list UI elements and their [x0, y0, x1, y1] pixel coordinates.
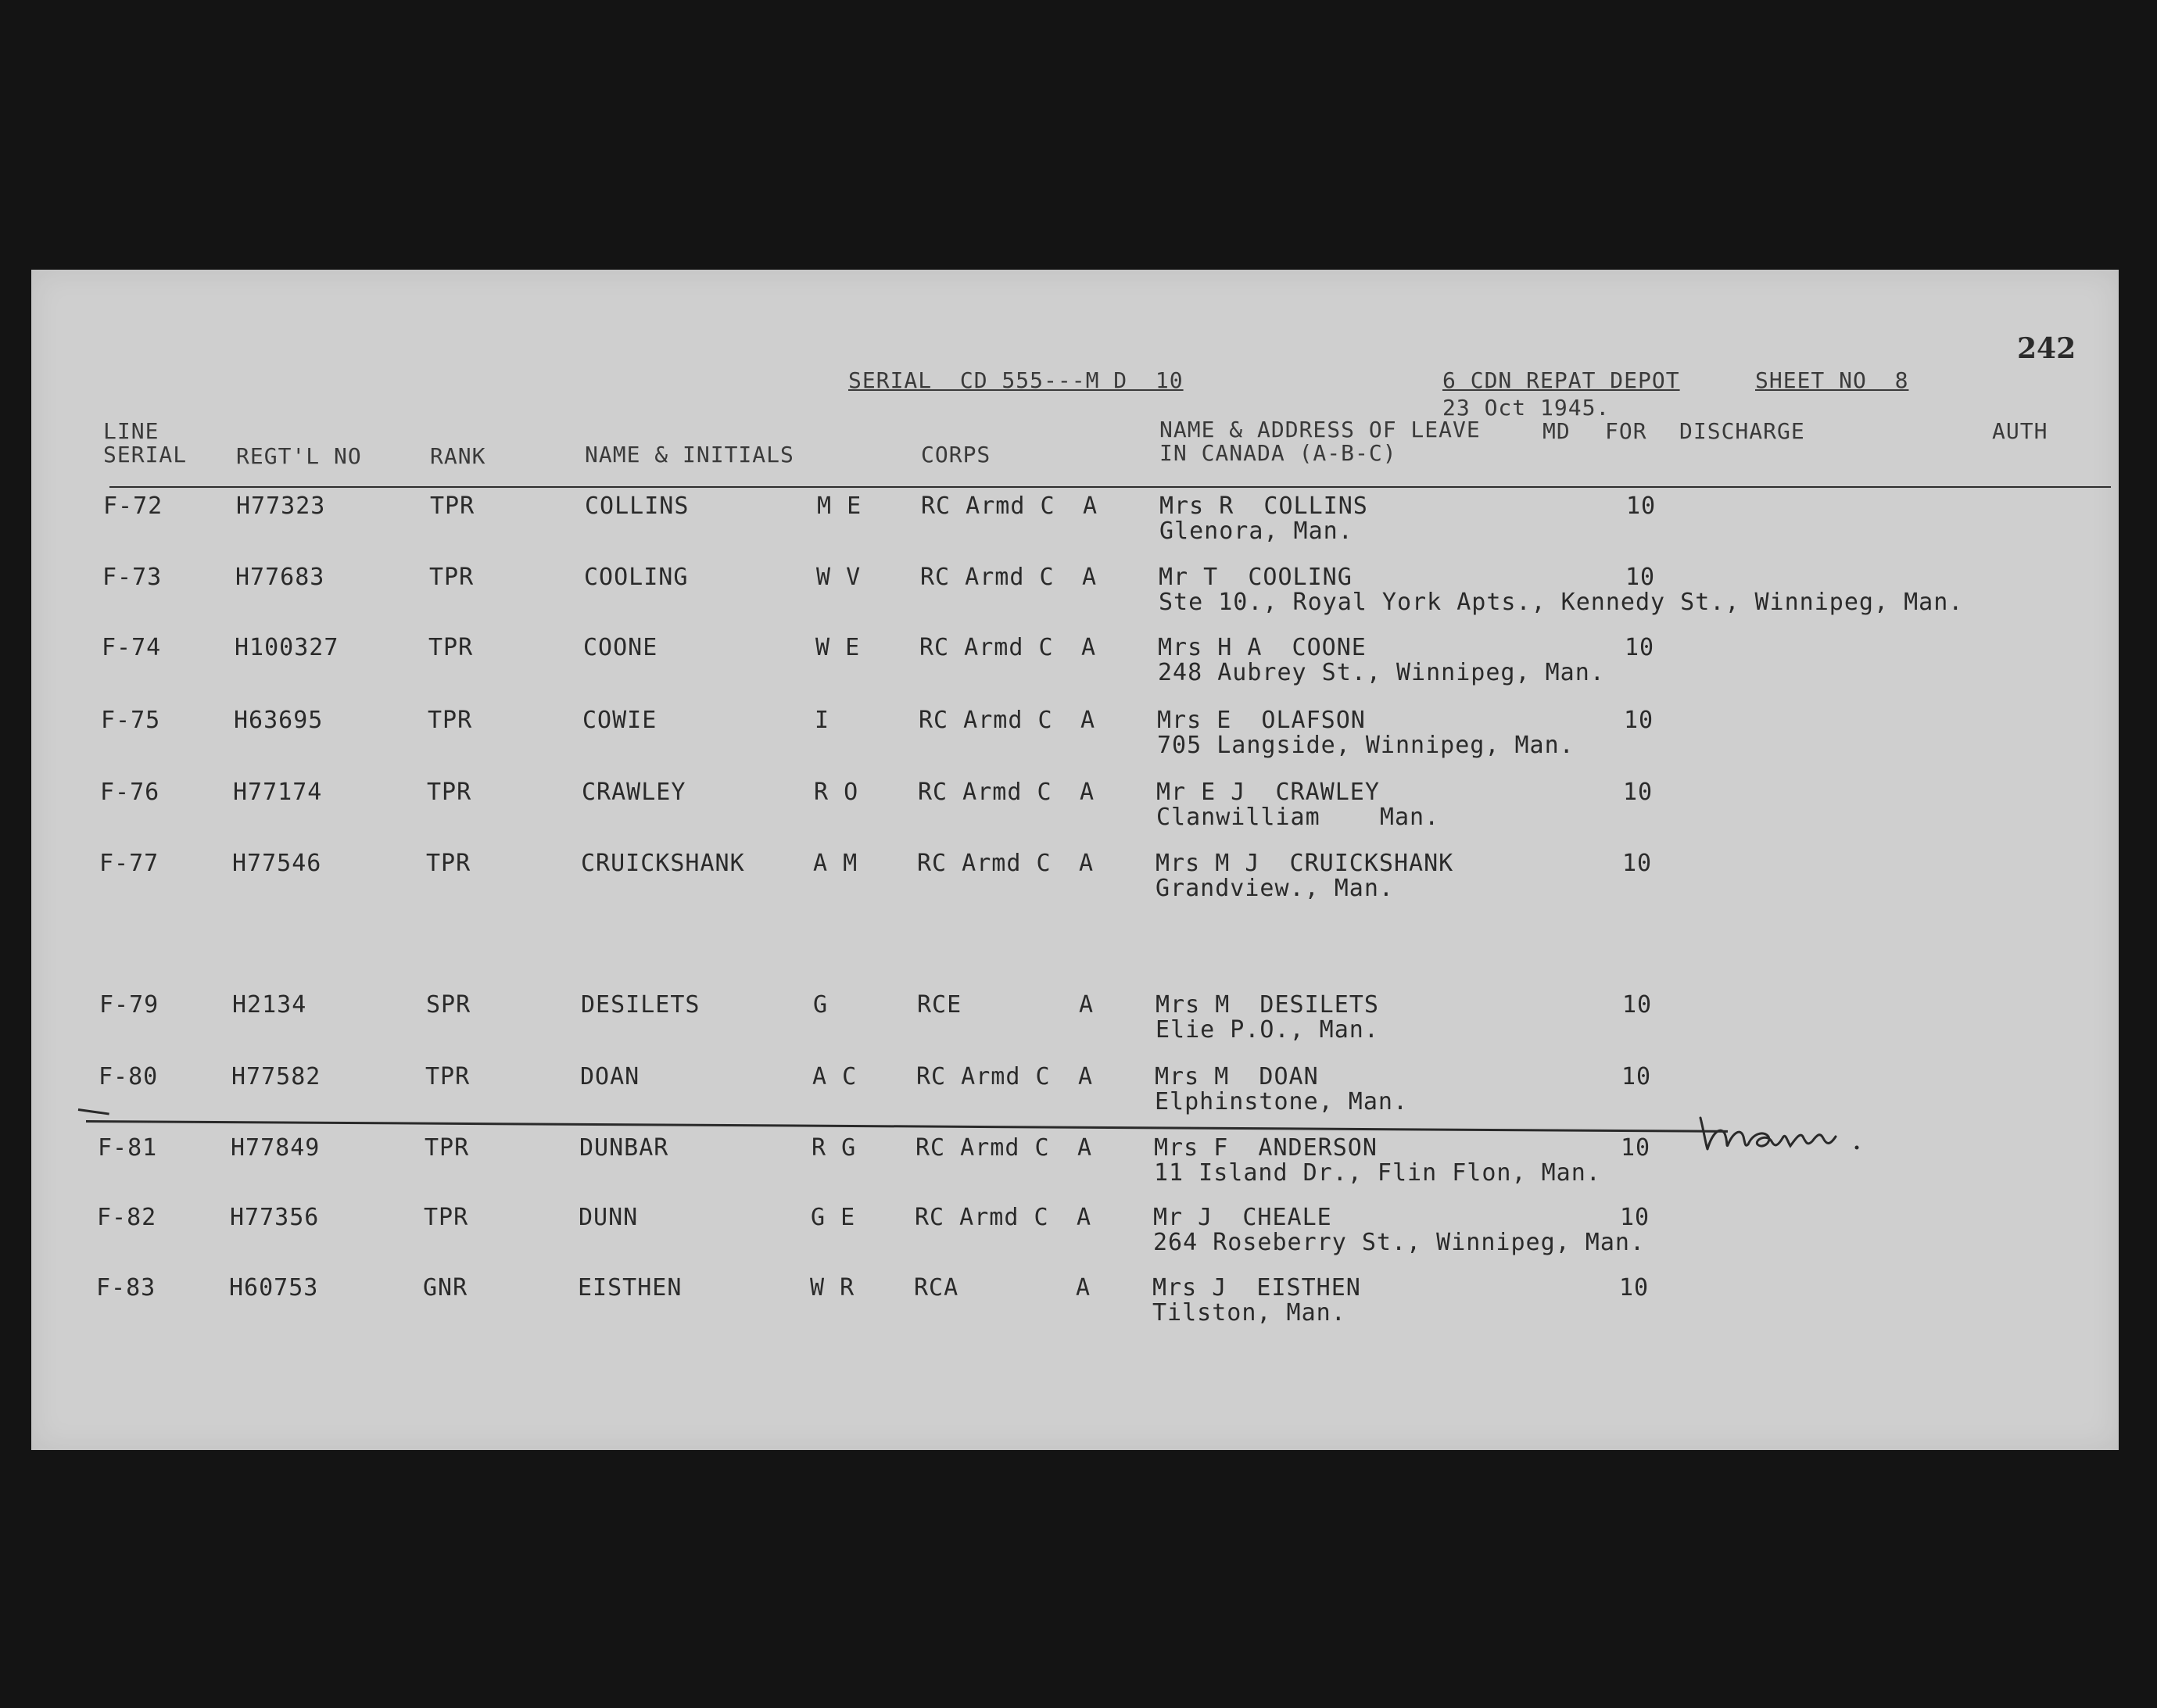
row-surname: COLLINS — [585, 492, 690, 520]
row-initials: R G — [812, 1134, 857, 1162]
row-md: 10 — [1626, 492, 1657, 520]
row-serial: F-75 — [101, 707, 161, 734]
row-address-name: Mrs M J CRUICKSHANK — [1156, 850, 1454, 877]
row-initials: W E — [815, 634, 861, 661]
row-surname: DOAN — [580, 1063, 640, 1090]
row-regtl-no: H63695 — [234, 707, 324, 734]
row-initials: M E — [817, 492, 862, 520]
row-corps: RC Armd C — [916, 1063, 1051, 1090]
row-serial: F-76 — [100, 779, 160, 806]
row-corps: RCA — [914, 1274, 959, 1302]
row-class: A — [1077, 1134, 1093, 1162]
row-address-line: 264 Roseberry St., Winnipeg, Man. — [1153, 1229, 1646, 1256]
row-corps: RC Armd C — [921, 492, 1055, 520]
row-address-line: Grandview., Man. — [1156, 875, 1394, 902]
row-class: A — [1078, 1063, 1094, 1090]
row-serial: F-79 — [99, 991, 159, 1019]
col-address: NAME & ADDRESS OF LEAVE IN CANADA (A-B-C) — [1159, 417, 1481, 466]
row-surname: CRAWLEY — [582, 779, 686, 806]
row-serial: F-74 — [102, 634, 162, 661]
row-address-name: Mrs M DESILETS — [1156, 991, 1379, 1019]
row-address-line: 705 Langside, Winnipeg, Man. — [1157, 732, 1575, 759]
row-rank: TPR — [429, 564, 475, 591]
handwritten-signature — [1697, 1102, 1869, 1165]
row-surname: CRUICKSHANK — [581, 850, 745, 877]
row-regtl-no: H77174 — [233, 779, 323, 806]
row-serial: F-77 — [99, 850, 159, 877]
strike-arrow — [78, 1108, 109, 1115]
row-corps: RC Armd C — [915, 1134, 1050, 1162]
row-initials: G — [813, 991, 829, 1019]
row-serial: F-83 — [96, 1274, 156, 1302]
row-surname: DUNBAR — [579, 1134, 669, 1162]
row-corps: RC Armd C — [915, 1204, 1049, 1231]
col-auth: AUTH — [1992, 418, 2048, 444]
col-corps: CORPS — [921, 442, 991, 467]
row-serial: F-73 — [102, 564, 163, 591]
row-md: 10 — [1619, 1274, 1650, 1302]
row-regtl-no: H77356 — [230, 1204, 320, 1231]
row-corps: RC Armd C — [919, 634, 1054, 661]
row-address-line: 11 Island Dr., Flin Flon, Man. — [1154, 1159, 1601, 1187]
row-regtl-no: H77323 — [236, 492, 326, 520]
col-md: MD — [1543, 418, 1571, 444]
row-serial: F-81 — [98, 1134, 158, 1162]
row-class: A — [1079, 850, 1095, 877]
row-surname: COWIE — [582, 707, 657, 734]
row-corps: RC Armd C — [918, 779, 1052, 806]
row-initials: I — [815, 707, 830, 734]
row-class: A — [1081, 634, 1097, 661]
row-class: A — [1082, 564, 1098, 591]
sheet-date: 23 Oct 1945. — [1442, 395, 1611, 421]
row-address-line: Elie P.O., Man. — [1156, 1016, 1379, 1044]
row-md: 10 — [1624, 707, 1654, 734]
row-address-line: Tilston, Man. — [1152, 1299, 1346, 1327]
row-address-line: 248 Aubrey St., Winnipeg, Man. — [1158, 659, 1605, 686]
row-serial: F-72 — [103, 492, 163, 520]
col-discharge: DISCHARGE — [1679, 418, 1805, 444]
row-md: 10 — [1621, 1063, 1652, 1090]
row-address-line: Ste 10., Royal York Apts., Kennedy St., Winnipeg, Man. — [1159, 589, 1964, 616]
col-line-serial: LINE SERIAL — [103, 418, 188, 467]
row-md: 10 — [1623, 779, 1654, 806]
row-address-name: Mr T COOLING — [1159, 564, 1353, 591]
row-address-name: Mrs M DOAN — [1155, 1063, 1319, 1090]
row-address-name: Mrs E OLAFSON — [1157, 707, 1366, 734]
row-address-name: Mr J CHEALE — [1153, 1204, 1332, 1231]
row-md: 10 — [1621, 1134, 1651, 1162]
row-rank: TPR — [426, 850, 471, 877]
row-surname: COONE — [583, 634, 658, 661]
row-initials: A M — [813, 850, 858, 877]
row-surname: EISTHEN — [578, 1274, 683, 1302]
row-rank: GNR — [423, 1274, 468, 1302]
row-regtl-no: H100327 — [235, 634, 339, 661]
row-class: A — [1076, 1274, 1091, 1302]
row-rank: TPR — [425, 1134, 470, 1162]
row-regtl-no: H77849 — [231, 1134, 321, 1162]
row-serial: F-82 — [97, 1204, 157, 1231]
row-initials: G E — [811, 1204, 856, 1231]
row-address-name: Mrs F ANDERSON — [1154, 1134, 1378, 1162]
row-rank: TPR — [430, 492, 475, 520]
row-rank: TPR — [425, 1063, 471, 1090]
row-address-line: Glenora, Man. — [1159, 517, 1353, 545]
col-name-initials: NAME & INITIALS — [585, 442, 794, 467]
row-corps: RC Armd C — [917, 850, 1052, 877]
row-regtl-no: H77683 — [235, 564, 325, 591]
row-surname: DUNN — [579, 1204, 639, 1231]
row-address-line: Clanwilliam Man. — [1156, 804, 1440, 831]
row-serial: F-80 — [99, 1063, 159, 1090]
col-regtl-no: REGT'L NO — [236, 443, 362, 469]
col-for: FOR — [1605, 418, 1647, 444]
row-regtl-no: H77546 — [232, 850, 322, 877]
row-md: 10 — [1622, 991, 1653, 1019]
row-regtl-no: H60753 — [229, 1274, 319, 1302]
row-initials: R O — [814, 779, 859, 806]
sheet-number: SHEET NO 8 — [1755, 367, 1909, 393]
row-rank: TPR — [424, 1204, 469, 1231]
row-corps: RCE — [917, 991, 962, 1019]
row-regtl-no: H2134 — [232, 991, 307, 1019]
row-corps: RC Armd C — [919, 707, 1053, 734]
row-surname: DESILETS — [581, 991, 700, 1019]
row-class: A — [1080, 707, 1096, 734]
row-class: A — [1080, 779, 1095, 806]
serial-header: SERIAL CD 555---M D 10 — [848, 367, 1184, 393]
document-sheet — [31, 270, 2119, 1450]
row-class: A — [1079, 991, 1095, 1019]
strikethrough-line — [86, 1120, 1728, 1133]
row-class: A — [1077, 1204, 1092, 1231]
row-regtl-no: H77582 — [231, 1063, 321, 1090]
row-address-name: Mrs J EISTHEN — [1152, 1274, 1361, 1302]
row-corps: RC Armd C — [920, 564, 1055, 591]
row-initials: A C — [812, 1063, 858, 1090]
row-address-line: Elphinstone, Man. — [1155, 1088, 1409, 1115]
row-initials: W R — [810, 1274, 855, 1302]
row-rank: TPR — [427, 779, 472, 806]
row-address-name: Mrs R COLLINS — [1159, 492, 1368, 520]
row-address-name: Mr E J CRAWLEY — [1156, 779, 1380, 806]
header-rule — [109, 486, 2111, 488]
row-md: 10 — [1622, 850, 1653, 877]
row-initials: W V — [816, 564, 862, 591]
row-rank: TPR — [428, 707, 473, 734]
row-md: 10 — [1620, 1204, 1650, 1231]
row-rank: TPR — [428, 634, 474, 661]
page-number: 242 — [2017, 332, 2076, 365]
row-surname: COOLING — [584, 564, 689, 591]
row-class: A — [1083, 492, 1098, 520]
depot-header: 6 CDN REPAT DEPOT — [1442, 367, 1680, 393]
col-rank: RANK — [430, 443, 486, 469]
row-md: 10 — [1625, 564, 1656, 591]
row-address-name: Mrs H A COONE — [1158, 634, 1367, 661]
row-rank: SPR — [426, 991, 471, 1019]
row-md: 10 — [1625, 634, 1655, 661]
